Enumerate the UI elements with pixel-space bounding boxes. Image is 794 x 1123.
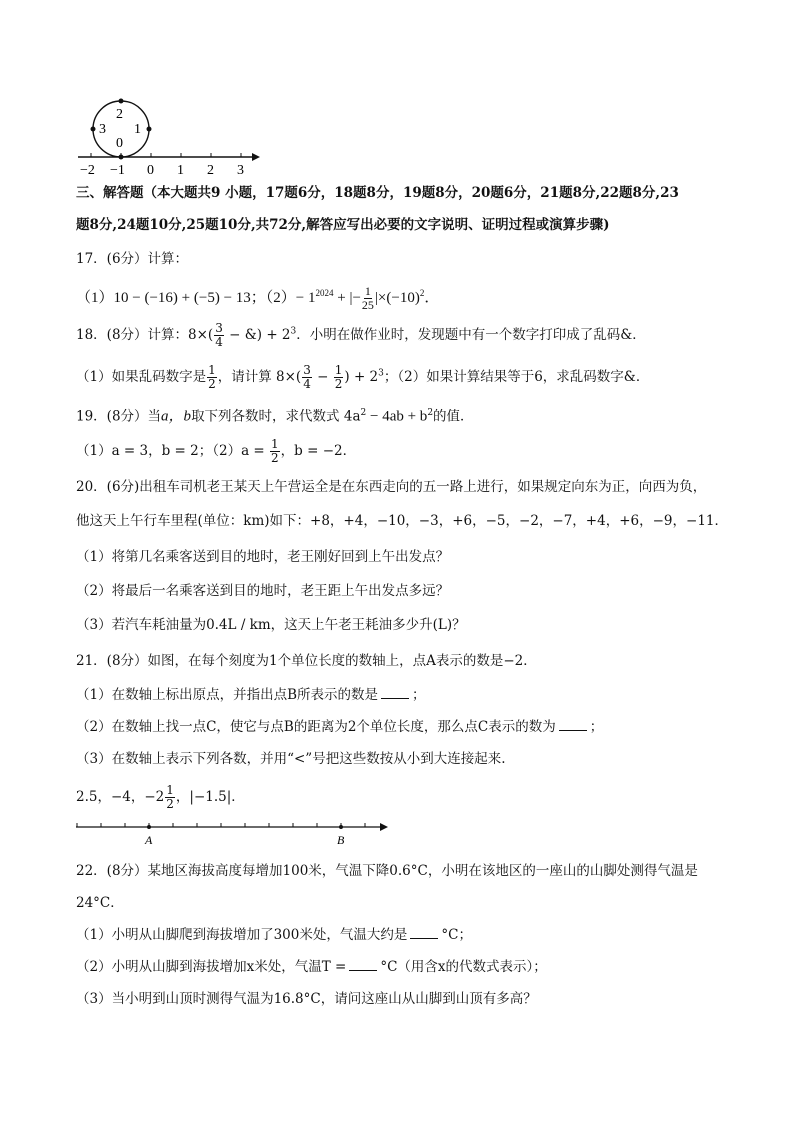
circle-label-1: 1	[134, 122, 141, 137]
answer-blank[interactable]	[410, 926, 438, 939]
q19-head-e: 的值．	[433, 408, 474, 425]
q18-p1-fraction3	[334, 364, 344, 391]
q21-p1-text: （1）在数轴上标出原点，并指出点B所表示的数是	[76, 687, 379, 703]
tick-label: 3	[237, 163, 244, 177]
tick-label: 1	[177, 163, 184, 177]
answer-blank[interactable]	[559, 718, 587, 731]
q18-p1-d: ) + 2	[344, 369, 379, 385]
q19-fraction	[270, 438, 280, 465]
q17-expression	[76, 284, 439, 312]
q18-parts	[76, 364, 649, 391]
q19-head-a: 19．(8分）当	[76, 408, 162, 425]
q18-fraction	[214, 322, 224, 349]
q21-fraction	[165, 784, 175, 811]
q19-head-b: a，b	[161, 408, 192, 425]
q21-p2-end: ；	[589, 719, 604, 735]
q20-line1: 20．(6分)出租车司机老王某天上午营运全是在东西走向的五一路上进行，如果规定向东为正，向西为负，	[76, 479, 707, 495]
frac-num: 1	[166, 783, 174, 797]
q19-sup2: 2	[427, 408, 434, 418]
q19-head-d: − 4ab + b	[366, 408, 428, 425]
q21-number-line	[72, 816, 392, 850]
q19-parts	[76, 438, 356, 465]
frac-den: 2	[208, 377, 216, 391]
q18-p1-a: （1）如果乱码数字是	[76, 369, 207, 385]
frac-den: 2	[166, 797, 174, 811]
tick-label: 2	[207, 163, 214, 177]
q17-heading: 17．(6分）计算：	[76, 251, 189, 267]
q19-heading	[76, 404, 474, 426]
frac-den: 25	[361, 298, 374, 313]
circle-number-line-figure	[70, 92, 270, 177]
q19-sup1: 2	[360, 408, 367, 418]
q22-p1-text: （1）小明从山脚爬到海拔增加了300米处，气温大约是	[76, 927, 408, 943]
label-b: B	[337, 833, 345, 847]
q22-part2	[76, 958, 547, 976]
q20-part3: （3）若汽车耗油量为0.4L / km，这天上午老王耗油多少升(L)？	[76, 617, 466, 633]
circle-label-2: 2	[116, 107, 123, 122]
tick-label: 0	[147, 163, 154, 177]
q17-fraction	[362, 285, 374, 312]
q22-part1	[76, 926, 472, 944]
frac-num: 1	[208, 363, 216, 377]
circle-label-0: 0	[116, 136, 123, 151]
frac-num: 3	[303, 363, 311, 377]
q19-p1-a: （1）a = 3，b = 2；（2）a =	[76, 443, 270, 459]
q21-numbers	[76, 784, 245, 811]
q18-exponent: 3	[290, 326, 297, 337]
q19-p1-b: ，b = −2．	[280, 443, 357, 459]
q17-abs-close: |×(−10)	[374, 290, 420, 306]
q17-exponent: 2024	[315, 288, 334, 298]
q17-exponent2: 2	[419, 288, 425, 298]
q17-part1: （1）10 − (−16) + (−5) − 13；（2）− 1	[76, 290, 316, 306]
q21-p1-end: ；	[412, 687, 426, 703]
q17-tail: ．	[424, 290, 440, 306]
section-header-line1: 三、解答题（本大题共9 小题，17题6分，18题8分，19题8分，20题6分，21题8分,22题8分,23	[76, 185, 679, 201]
point-b	[339, 825, 343, 829]
frac-den: 4	[215, 335, 223, 349]
q18-p1-fraction	[207, 364, 217, 391]
circle-point-right	[147, 127, 152, 132]
q18-heading	[76, 322, 646, 349]
q21-part2	[76, 718, 603, 736]
frac-num: 3	[215, 321, 223, 335]
number-line-arrow	[252, 153, 260, 161]
q21-part3: （3）在数轴上表示下列各数，并用“<”号把这些数按从小到大连接起来.	[76, 751, 506, 767]
q18-p1-e: ；（2）如果计算结果等于6，求乱码数字&．	[383, 369, 650, 385]
q20-part1: （1）将第几名乘客送到目的地时，老王刚好回到上午出发点？	[76, 549, 450, 565]
q21-p2-text: （2）在数轴上找一点C，使它与点B的距离为2个单位长度，那么点C表示的数为	[76, 719, 556, 735]
q17-abs-open: + |−	[333, 290, 361, 306]
q21-heading: 21．(8分）如图，在每个刻度为1个单位长度的数轴上，点A表示的数是−2．	[76, 653, 537, 669]
q20-line2: 他这天上午行车里程(单位：km)如下：+8，+4，−10，−3，+6，−5，−2，−7，+4，+6，−9，−11．	[76, 513, 729, 529]
q22-part3: （3）当小明到山顶时测得气温为16.8°C，请问这座山从山脚到山顶有多高？	[76, 991, 537, 1007]
circle-point-top	[119, 99, 124, 104]
q18-p1-b: ，请计算 8×(	[217, 369, 302, 385]
q18-p1-fraction2	[302, 364, 312, 391]
frac-num: 1	[271, 437, 279, 451]
circle-label-3: 3	[99, 122, 106, 137]
q20-part2: （2）将最后一名乘客送到目的地时，老王距上午出发点多远？	[76, 583, 450, 599]
q18-head-a: 18．(8分）计算：8×(	[76, 327, 214, 343]
tick-label: −2	[80, 163, 95, 177]
axis-arrow	[380, 823, 388, 831]
answer-blank[interactable]	[349, 958, 377, 971]
q19-head-c: 取下列各数时，求代数式 4a	[191, 408, 361, 425]
q18-head-b: − &) + 2	[224, 327, 291, 343]
frac-den: 2	[271, 451, 279, 465]
q22-p1-end: °C；	[441, 927, 472, 943]
tick-label: −1	[110, 163, 125, 177]
label-a: A	[145, 833, 153, 847]
frac-den: 2	[334, 377, 343, 391]
q18-p1-c: −	[312, 369, 333, 385]
point-a	[147, 825, 151, 829]
q22-p2-end: °C（用含x的代数式表示）；	[380, 959, 547, 975]
frac-num: 1	[364, 284, 371, 299]
q18-p1-exponent: 3	[378, 368, 384, 379]
q18-head-c: ．小明在做作业时，发现题中有一个数字打印成了乱码&．	[296, 327, 646, 343]
q22-line2: 24°C．	[76, 895, 124, 911]
frac-den: 4	[303, 377, 311, 391]
section-header-line2: 题8分,24题10分,25题10分,共72分,解答应写出必要的文字说明、证明过程或演算步骤)	[76, 217, 610, 233]
q21-part1	[76, 686, 426, 704]
answer-blank[interactable]	[381, 686, 409, 699]
frac-num: 1	[334, 363, 343, 377]
circle-point-left	[91, 127, 96, 132]
q22-p2-text: （2）小明从山脚到海拔增加x米处，气温T =	[76, 959, 347, 975]
q21-nums-a: 2.5，−4，−2	[76, 789, 165, 805]
q21-nums-b: ，|−1.5|．	[175, 789, 245, 805]
q22-line1: 22．(8分）某地区海拔高度每增加100米，气温下降0.6°C，小明在该地区的一座山的山脚处测得气温是	[76, 863, 698, 879]
